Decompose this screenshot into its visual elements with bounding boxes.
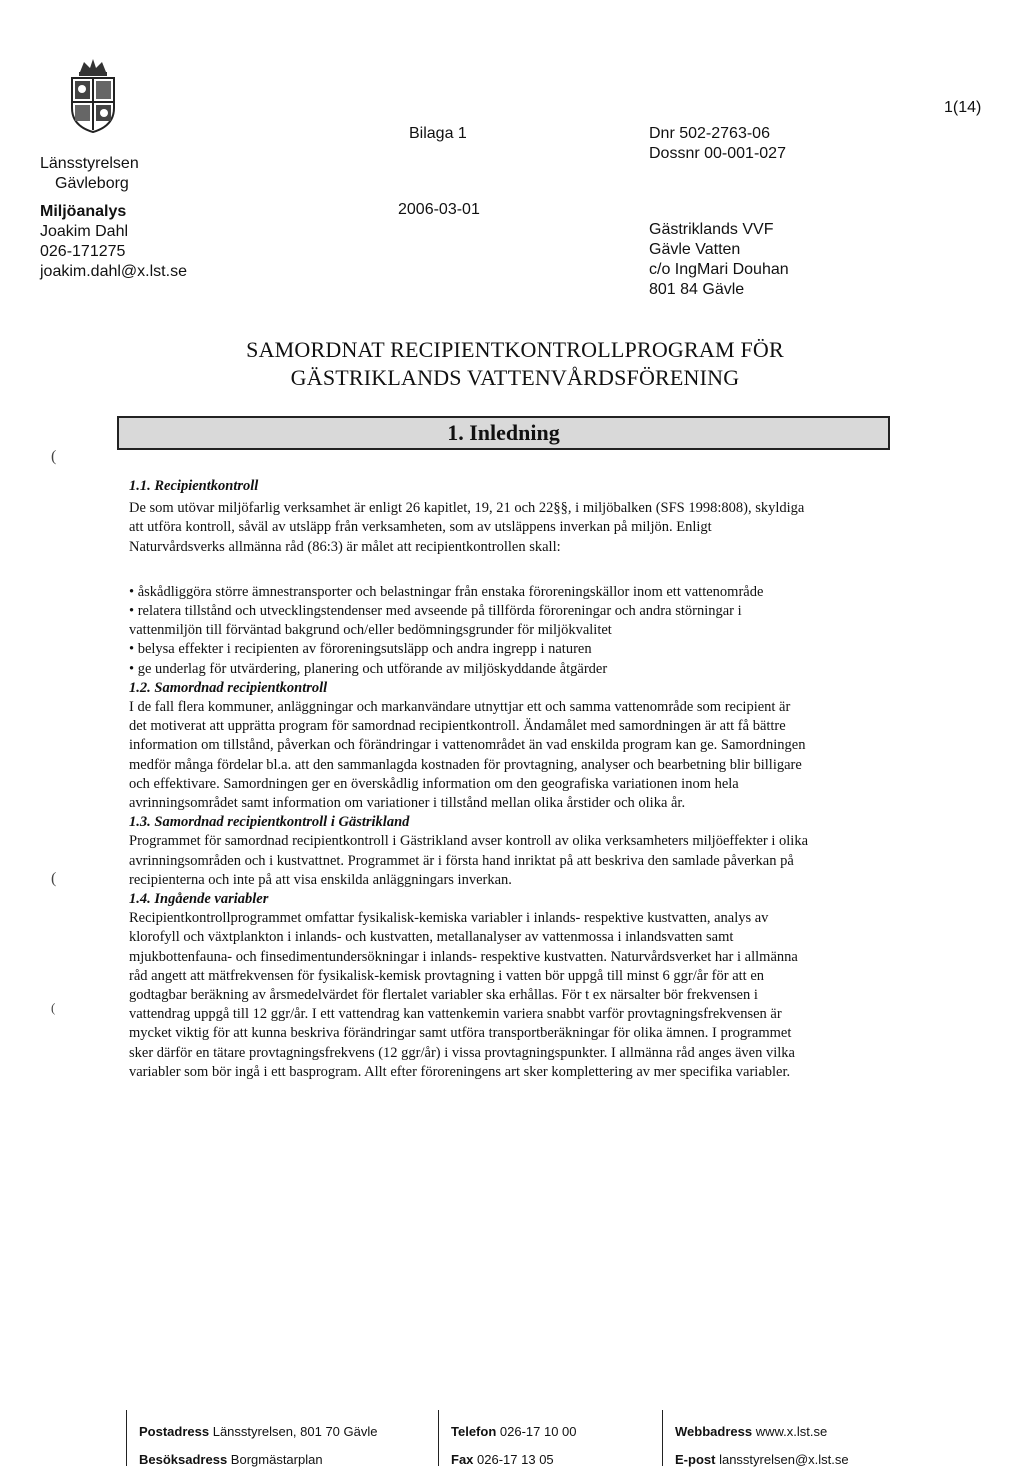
document-date: 2006-03-01 <box>398 201 480 218</box>
attachment-label: Bilaga 1 <box>409 125 467 142</box>
recipient-line: 801 84 Gävle <box>649 281 745 298</box>
subsection-heading: 1.1. Recipientkontroll <box>129 478 259 494</box>
fax-label: Fax <box>451 1452 474 1467</box>
list-item: • relatera tillstånd och utvecklingstendenser med avseende på tillförda föroreningar och andra störningar i vattenmiljön till förväntad bakgrund och/eller bedömningsgrunder för miljökvalitet <box>129 603 742 639</box>
phone-value: 026-17 10 00 <box>499 1424 577 1439</box>
visit-value: Borgmästarplan <box>230 1452 323 1467</box>
section-heading-bar <box>117 416 890 450</box>
document-title <box>130 336 900 392</box>
fax-value: 026-17 13 05 <box>477 1452 554 1467</box>
footer-web-column <box>662 1410 1015 1466</box>
contact-name: Joakim Dahl <box>40 223 129 240</box>
subsection-heading: 1.4. Ingående variabler <box>129 891 269 908</box>
paragraph: Recipientkontrollprogrammet omfattar fysikalisk-kemiska variabler i inlands- respektive kustvatten, analys av klorofyll och växtplankton i inlands- och kustvatten, metallanalyser av vattenmossa i inlandsvatten samt mjukbottenfauna- och finsedimentundersökningar i inlands- respektive kustvatten. Naturvårdsverket har i allmänna råd angett att mätfrekvensen för fysikalisk-kemisk provtagning i vatten bör uppgå till minst 6 ggr/år för att en godtagbar beräkning av årsmedelvärdet för flertalet variabler ska erhållas. För t ex närsalter bör frekvensen i vattendrag uppgå till 12 ggr/år. I ett vattendrag kan vattenkemin variera snabbt varför provtagningsfrekvensen är mycket viktig för att kunna beskriva förändringar samt utföra transportberäkningar för olika ämnen. I programmet sker därför en tätare provtagningsfrekvens (12 ggr/år) i vissa provtagningspunkter. I allmänna råd anges även vilka variabler som bör ingå i ett basprogram. Allt efter föroreningens art sker komplettering av mer specifika variabler. <box>129 910 798 1080</box>
visit-label: Besöksadress <box>139 1452 228 1467</box>
sender-block <box>40 154 139 194</box>
bullet-list <box>129 583 809 679</box>
title-line-2: GÄSTRIKLANDS VATTENVÅRDSFÖRENING <box>290 365 740 390</box>
recipient-line: Gästriklands VVF <box>649 221 774 238</box>
recipient-line: Gävle Vatten <box>649 241 741 258</box>
county-name: Gävleborg <box>55 175 129 192</box>
dnr: Dnr 502-2763-06 <box>649 125 770 142</box>
contact-block <box>40 202 187 282</box>
authority-name: Länsstyrelsen <box>40 155 139 172</box>
postal-value: Länsstyrelsen, 801 70 Gävle <box>212 1424 378 1439</box>
paragraph: De som utövar miljöfarlig verksamhet är enligt 26 kapitlet, 19, 21 och 22§§, i miljöbalken (SFS 1998:808), skyldiga att utföra kontroll, såväl av utsläpp från verksamheten, som av utsläppens inverkan på miljön. Enligt Naturvårdsverks allmänna råd (86:3) är målet att recipientkontrollen skall: <box>129 500 805 555</box>
coat-of-arms-logo <box>64 56 122 134</box>
web-value[interactable]: www.x.lst.se <box>755 1424 828 1439</box>
paragraph: Programmet för samordnad recipientkontroll i Gästrikland avser kontroll av olika verksamheters miljöeffekter i olika avrinningsområden och i kustvattnet. Programmet är i första hand inriktat på att beskriva den samlade påverkan på recipienterna och inte på att visa enskilda anläggningars inverkan. <box>129 833 809 888</box>
footer-address-column <box>126 1410 439 1466</box>
margin-mark: ( <box>51 448 57 465</box>
reference-block <box>649 124 786 164</box>
web-label: Webbadress <box>675 1424 753 1439</box>
email-label: E-post <box>675 1452 716 1467</box>
dossnr: Dossnr 00-001-027 <box>649 145 786 162</box>
margin-mark: ( <box>51 1000 56 1015</box>
title-line-1: SAMORDNAT RECIPIENTKONTROLLPROGRAM FÖR <box>246 337 784 362</box>
contact-phone: 026-171275 <box>40 243 126 260</box>
page-number: 1(14) <box>944 99 982 116</box>
department: Miljöanalys <box>40 203 127 220</box>
postal-label: Postadress <box>139 1424 210 1439</box>
phone-label: Telefon <box>451 1424 497 1439</box>
section-heading: 1. Inledning <box>447 420 560 445</box>
footer <box>0 1410 1024 1466</box>
footer-phone-column <box>438 1410 661 1466</box>
email-value[interactable]: lansstyrelsen@x.lst.se <box>719 1452 849 1467</box>
recipient-line: c/o IngMari Douhan <box>649 261 789 278</box>
paragraph: I de fall flera kommuner, anläggningar och markanvändare utnyttjar ett och samma vattenområde som recipient är det motiverat att upprätta program för samordnad recipientkontroll. Ändamålet med samordningen är att få bättre information om tillstånd, påverkan och förändringar i vattenområdet än vad enskilda program kan ge. Samordningen medför många fördelar bl.a. att den sammanlagda kostnaden för provtagning, analyser och bearbetning blir billigare och effektivare. Samordningen ger en överskådlig information om den geografiska variationen inom hela avrinningsområdet samt information om variationer i tillstånd mellan olika årstider och olika år. <box>129 699 806 812</box>
list-item: • ge underlag för utvärdering, planering och utförande av miljöskyddande åtgärder <box>129 660 608 677</box>
subsection-heading: 1.3. Samordnad recipientkontroll i Gästrikland <box>129 814 410 831</box>
subsection-heading: 1.2. Samordnad recipientkontroll <box>129 679 328 696</box>
list-item: • belysa effekter i recipienten av föroreningsutsläpp och andra ingrepp i naturen <box>129 641 592 658</box>
margin-mark: ( <box>51 870 57 887</box>
list-item: • åskådliggöra större ämnestransporter och belastningar från enstaka föroreningskällor inom ett vattenområde <box>129 583 764 600</box>
document-body <box>129 477 809 1082</box>
recipient-address <box>649 220 789 300</box>
contact-email[interactable]: joakim.dahl@x.lst.se <box>40 263 187 280</box>
